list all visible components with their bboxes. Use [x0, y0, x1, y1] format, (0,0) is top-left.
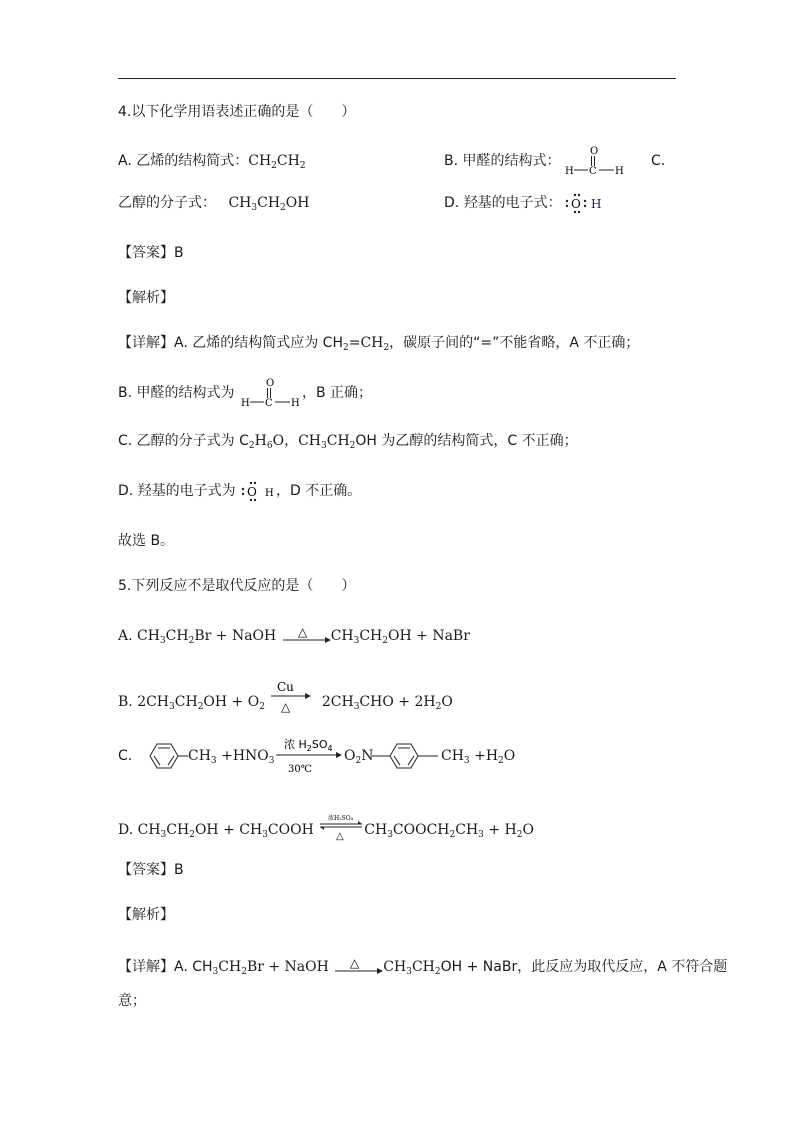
q5-detail-a-end: 意； — [118, 993, 146, 1009]
hydroxyl-electron-dot-icon — [564, 193, 604, 215]
q5-option-c-o2n: $O_2N$ — [344, 748, 374, 766]
svg-text:30℃: 30℃ — [288, 764, 312, 775]
svg-text:H: H — [265, 488, 274, 499]
reaction-arrow-icon — [274, 735, 342, 779]
q4-detail-c: C. 乙醇的分子式为 $C_2H_6O$，$CH_3CH_2OH$ 为乙醇的结构简式，C 不正确； — [118, 433, 578, 451]
q4-answer: 【答案】B — [118, 245, 184, 261]
q4-detail-b-suffix: ，B 正确； — [302, 385, 373, 401]
q4-option-c-label: C. — [651, 153, 666, 169]
q4-option-c: 乙醇的分子式： $CH_3CH_2OH$ — [118, 195, 310, 213]
q5-detail-a: 【详解】A. $CH_3CH_2Br$ + NaOH △ $CH_3CH_2OH$ + NaBr，此反应为取代反应，A 不符合题 — [118, 956, 728, 977]
reversible-arrow-icon — [318, 812, 364, 842]
q4-title: 4.以下化学用语表述正确的是（ ） — [118, 104, 356, 120]
q5-analysis-heading: 【解析】 — [118, 907, 174, 923]
q5-option-d: D. $CH_3CH_2OH$ + $CH_3COOH$ 浓H₂SO₄ △ $CH_3COOCH_2CH_3 + H_2O$ — [118, 812, 534, 845]
formaldehyde-structure-icon — [238, 374, 304, 412]
q4-option-d: D. 羟基的电子式： — [444, 195, 562, 211]
q5-option-c-products: $CH_3 +H_2O$ — [441, 748, 516, 766]
svg-text:Cu: Cu — [277, 680, 295, 694]
q5-option-b: B. $2CH_3CH_2OH + O_2$ Cu △ $2CH_3CHO + 2H_2O$ — [118, 680, 453, 714]
reaction-arrow-icon — [269, 680, 311, 716]
svg-text:△: △ — [350, 956, 360, 970]
top-rule — [118, 78, 676, 79]
q5-option-c-label: C. — [118, 748, 133, 764]
q4-analysis-heading: 【解析】 — [118, 290, 174, 306]
q4-option-b: B. 甲醛的结构式： — [444, 153, 561, 169]
q5-answer: 【答案】B — [118, 862, 184, 878]
svg-text:H: H — [591, 197, 602, 211]
q5-option-c-reactants: $CH_3 +HNO_3$ — [188, 748, 275, 766]
q4-detail-a: 【详解】A. 乙烯的结构简式应为 $CH_2=CH_2$，碳原子间的“=”不能省略，A 不正确； — [118, 335, 640, 353]
svg-text:O: O — [247, 485, 257, 499]
svg-text:△: △ — [336, 831, 344, 842]
q5-option-a: A. $CH_3CH_2Br$ + NaOH △ $CH_3CH_2OH$ + NaBr — [118, 625, 470, 646]
svg-text:H: H — [241, 398, 250, 409]
svg-text:O: O — [266, 378, 275, 389]
svg-text:H: H — [565, 166, 574, 177]
svg-text:H: H — [615, 166, 624, 177]
svg-text:O: O — [590, 146, 599, 157]
benzene-ring-icon — [372, 738, 440, 774]
reaction-arrow-icon — [333, 956, 383, 978]
q4-conclusion: 故选 B。 — [118, 533, 175, 549]
q4-detail-d-prefix: D. 羟基的电子式为 — [118, 483, 236, 499]
reaction-arrow-icon — [281, 625, 331, 647]
svg-text:C: C — [265, 398, 273, 409]
q5-title: 5.下列反应不是取代反应的是（ ） — [118, 578, 356, 594]
q4-detail-b-prefix: B. 甲醛的结构式为 — [118, 385, 235, 401]
formaldehyde-structure-icon — [562, 142, 628, 180]
q4-detail-d-suffix: ，D 不正确。 — [276, 483, 362, 499]
svg-text:△: △ — [281, 700, 291, 714]
svg-text:浓H₂SO₄: 浓H₂SO₄ — [328, 815, 354, 822]
svg-text:O: O — [571, 197, 581, 211]
hydroxyl-electron-dot-icon — [240, 481, 278, 503]
svg-text:△: △ — [297, 625, 307, 639]
q4-option-a: A. 乙烯的结构简式：$CH_2CH_2$ — [118, 153, 306, 171]
svg-text:浓 H2SO4: 浓 $H_2SO_4$ — [284, 738, 333, 753]
benzene-ring-icon — [140, 738, 188, 774]
svg-text:H: H — [291, 398, 300, 409]
svg-text:C: C — [589, 166, 597, 177]
